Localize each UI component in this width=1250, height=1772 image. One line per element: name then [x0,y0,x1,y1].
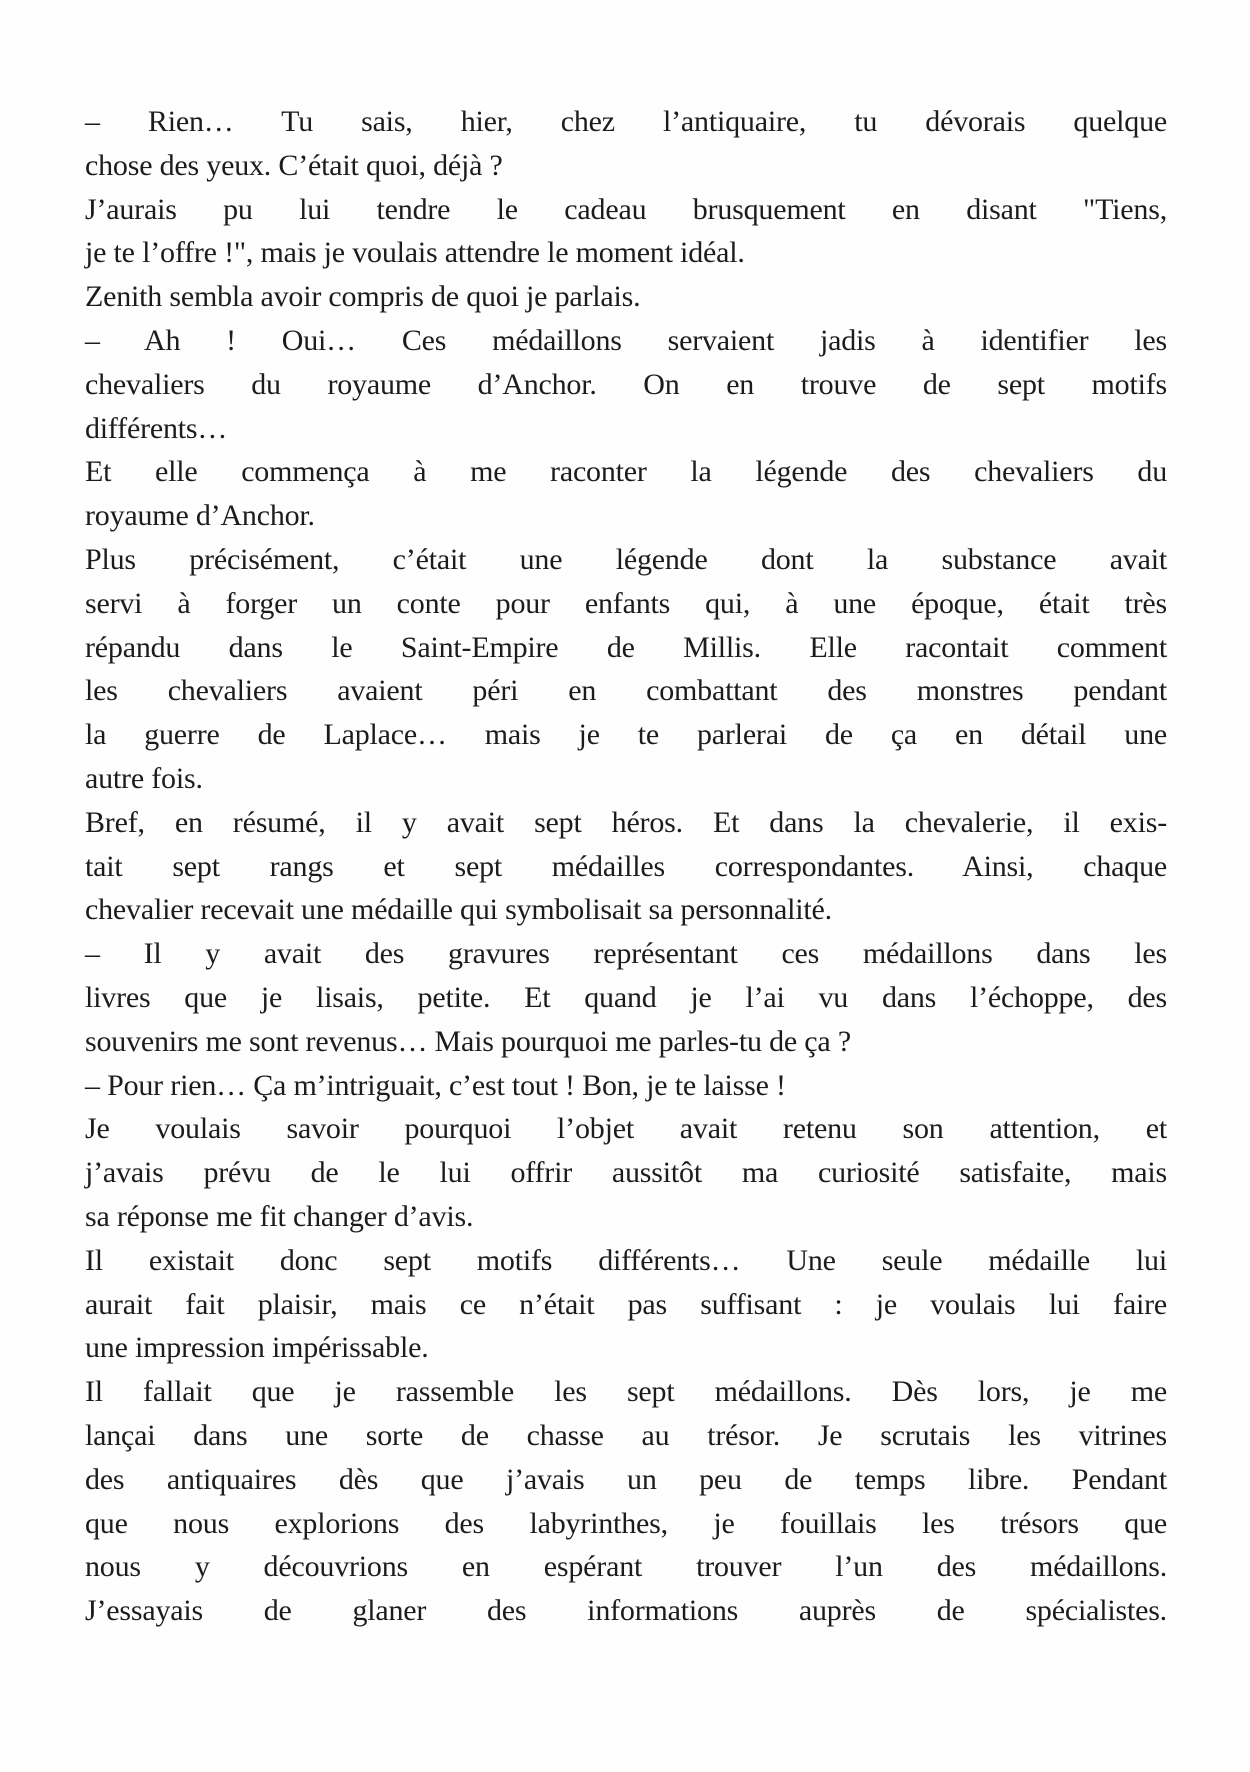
text-line: chose des yeux. C’était quoi, déjà ? [85,148,503,182]
paragraph [85,538,1167,801]
text-line: Je voulais savoir pourquoi l’objet avait retenu son attention, et [85,1112,1167,1146]
paragraph [85,801,1167,932]
text-line: des antiquaires dès que j’avais un peu de temps libre. Pendant [85,1462,1167,1496]
text-line: – Il y avait des gravures représentant ces médaillons dans les [85,937,1167,971]
paragraph [85,275,1167,319]
paragraph [85,1107,1167,1238]
text-line: J’aurais pu lui tendre le cadeau brusquement en disant "Tiens, [85,192,1167,226]
text-line: sa réponse me fit changer d’avis. [85,1199,474,1233]
text-line: – Pour rien… Ça m’intriguait, c’est tout ! Bon, je te laisse ! [85,1068,786,1102]
text-line: aurait fait plaisir, mais ce n’était pas suffisant : je voulais lui faire [85,1287,1167,1321]
text-line: différents… [85,411,228,445]
text-line: – Ah ! Oui… Ces médaillons servaient jadis à identifier les [85,323,1167,357]
text-line: les chevaliers avaient péri en combattant des monstres pendant [85,674,1167,708]
text-line: je te l’offre !", mais je voulais attendre le moment idéal. [85,236,745,270]
text-line: souvenirs me sont revenus… Mais pourquoi me parles-tu de ça ? [85,1024,851,1058]
paragraph [85,100,1167,188]
paragraph [85,450,1167,538]
text-line: répandu dans le Saint-Empire de Millis. Elle racontait comment [85,630,1167,664]
paragraph [85,1064,1167,1108]
paragraph [85,188,1167,276]
text-line: nous y découvrions en espérant trouver l’un des médaillons. [85,1550,1167,1584]
text-block [85,100,1167,1633]
text-line: servi à forger un conte pour enfants qui, à une époque, était très [85,586,1167,620]
text-line: j’avais prévu de le lui offrir aussitôt ma curiosité satisfaite, mais [85,1156,1167,1190]
text-line: que nous explorions des labyrinthes, je fouillais les trésors que [85,1506,1167,1540]
text-line: Et elle commença à me raconter la légende des chevaliers du [85,455,1167,489]
text-line: Plus précisément, c’était une légende dont la substance avait [85,542,1167,576]
text-line: chevaliers du royaume d’Anchor. On en trouve de sept motifs [85,367,1167,401]
text-line: – Rien… Tu sais, hier, chez l’antiquaire, tu dévorais quelque [85,105,1167,138]
text-line: une impression impérissable. [85,1331,429,1365]
text-line: chevalier recevait une médaille qui symbolisait sa personnalité. [85,893,832,927]
text-line: la guerre de Laplace… mais je te parlerai de ça en détail une [85,718,1167,752]
paragraph [85,932,1167,1063]
text-line: livres que je lisais, petite. Et quand je l’ai vu dans l’échoppe, des [85,980,1167,1014]
paragraph [85,319,1167,450]
text-line: Zenith sembla avoir compris de quoi je parlais. [85,280,641,314]
text-line: royaume d’Anchor. [85,499,315,533]
text-line: J’essayais de glaner des informations auprès de spécialistes. [85,1594,1167,1628]
text-line: Il existait donc sept motifs différents… Une seule médaille lui [85,1243,1167,1277]
paragraph [85,1239,1167,1370]
text-line: tait sept rangs et sept médailles correspondantes. Ainsi, chaque [85,849,1167,883]
text-line: Il fallait que je rassemble les sept médaillons. Dès lors, je me [85,1375,1167,1409]
text-line: autre fois. [85,761,203,795]
text-line: Bref, en résumé, il y avait sept héros. Et dans la chevalerie, il exis- [85,805,1167,839]
paragraph [85,1370,1167,1633]
text-line: lançai dans une sorte de chasse au trésor. Je scrutais les vitrines [85,1418,1167,1452]
